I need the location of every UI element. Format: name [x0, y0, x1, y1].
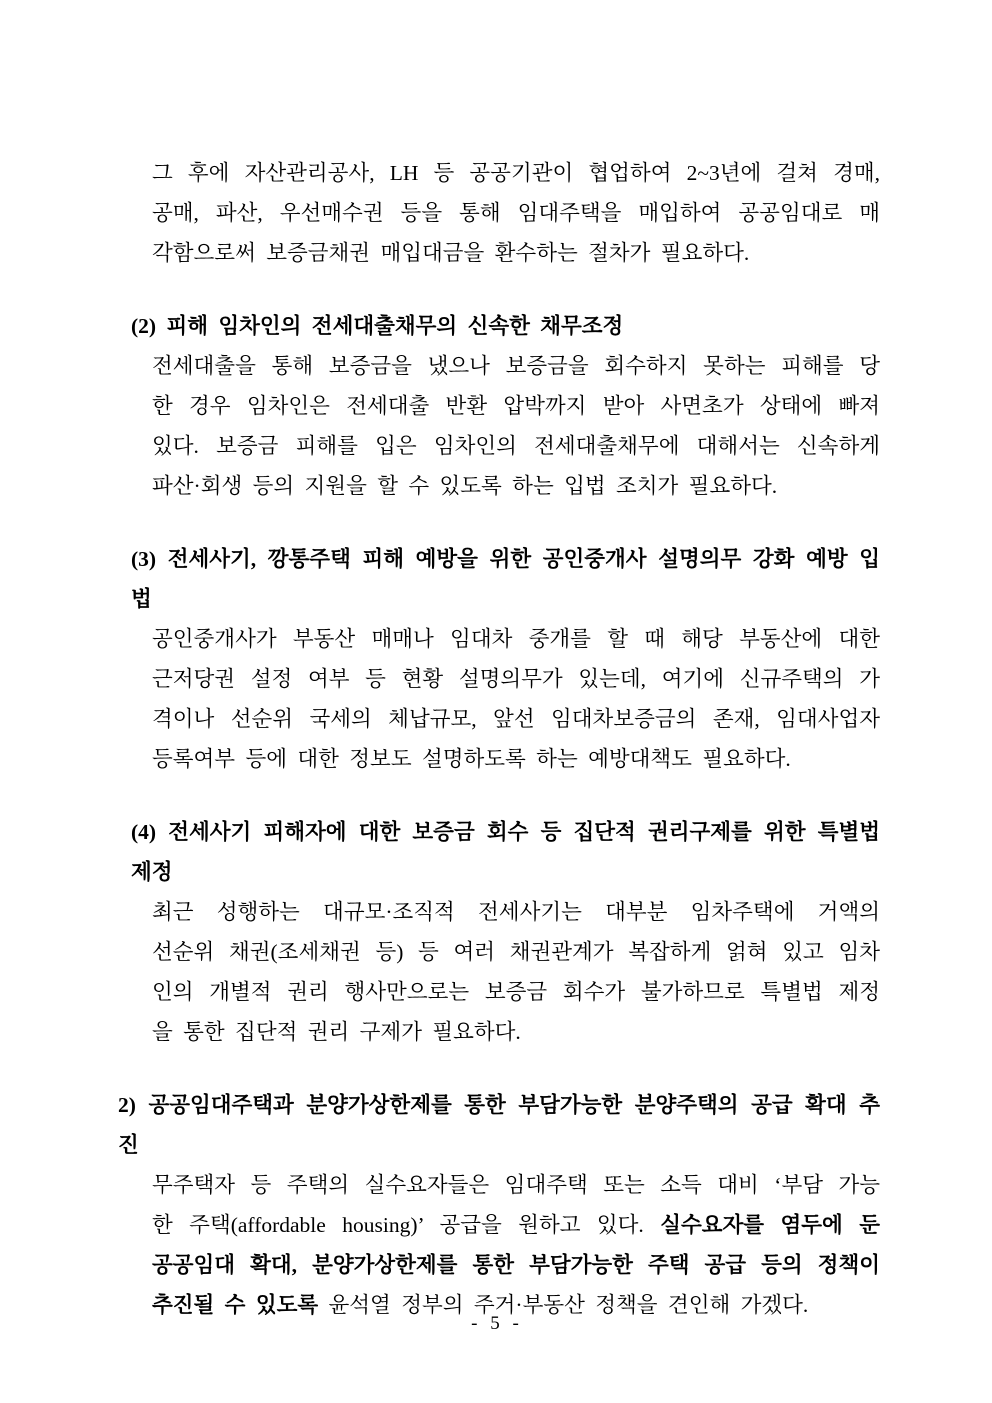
text-line: 전세대출을 통해 보증금을 냈으나 보증금을 회수하지 못하는 피해를 당 [152, 354, 880, 378]
text-line [0, 1205, 992, 1245]
section-4-body [0, 892, 992, 1052]
text-segment-bold: 추진될 수 있도록 [152, 1293, 329, 1317]
text-line: 공매, 파산, 우선매수권 등을 통해 임대주택을 매입하여 공공임대로 매 [152, 201, 880, 225]
text-segment: 윤석열 정부의 주거·부동산 정책을 견인해 가겠다. [328, 1293, 809, 1317]
text-line: 격이나 선순위 국세의 체납규모, 앞선 임대차보증금의 존재, 임대사업자 [152, 707, 880, 731]
text-line: 등록여부 등에 대한 정보도 설명하도록 하는 예방대책도 필요하다. [152, 747, 791, 771]
page-number: - 5 - [471, 1313, 521, 1334]
text-line: 공인중개사가 부동산 매매나 임대차 중개를 할 때 해당 부동산에 대한 [152, 627, 880, 651]
text-segment: 한 주택(affordable housing)’ 공급을 원하고 있다. [152, 1213, 661, 1237]
text-line: 공공임대 확대, 분양가상한제를 통한 부담가능한 주택 공급 등의 정책이 [152, 1253, 880, 1277]
section-2-heading: (2) 피해 임차인의 전세대출채무의 신속한 채무조정 [131, 314, 624, 338]
section-2-numbered-body [0, 1165, 992, 1325]
text-line: 있다. 보증금 피해를 입은 임차인의 전세대출채무에 대해서는 신속하게 [152, 434, 880, 458]
text-line: 그 후에 자산관리공사, LH 등 공공기관이 협업하여 2~3년에 걸쳐 경매, [152, 161, 880, 185]
text-segment-bold: 실수요자를 염두에 둔 [660, 1213, 880, 1237]
text-line: 무주택자 등 주택의 실수요자들은 임대주택 또는 소득 대비 ‘부담 가능 [152, 1173, 880, 1197]
text-line: 근저당권 설정 여부 등 현황 설명의무가 있는데, 여기에 신규주택의 가 [152, 667, 880, 691]
section-2-body [0, 346, 992, 506]
document-content [0, 153, 992, 1325]
section-4-heading: (4) 전세사기 피해자에 대한 보증금 회수 등 집단적 권리구제를 위한 특별법 제정 [131, 820, 880, 884]
section-3 [0, 539, 992, 779]
section-2 [0, 306, 992, 506]
section-4 [0, 812, 992, 1052]
text-line: 한 경우 임차인은 전세대출 반환 압박까지 받아 사면초가 상태에 빠져 [152, 394, 880, 418]
section-2-numbered-heading: 2) 공공임대주택과 분양가상한제를 통한 부담가능한 분양주택의 공급 확대 추진 [118, 1093, 880, 1157]
section-2-numbered [0, 1085, 992, 1325]
text-line: 각함으로써 보증금채권 매입대금을 환수하는 절차가 필요하다. [152, 241, 750, 265]
text-line: 파산·회생 등의 지원을 할 수 있도록 하는 입법 조치가 필요하다. [152, 474, 778, 498]
text-line: 인의 개별적 권리 행사만으로는 보증금 회수가 불가하므로 특별법 제정 [152, 980, 880, 1004]
text-line: 최근 성행하는 대규모·조직적 전세사기는 대부분 임차주택에 거액의 [152, 900, 880, 924]
text-line: 선순위 채권(조세채권 등) 등 여러 채권관계가 복잡하게 얽혀 있고 임차 [152, 940, 880, 964]
section-3-body [0, 619, 992, 779]
paragraph-intro-continuation [0, 153, 992, 273]
section-3-heading: (3) 전세사기, 깡통주택 피해 예방을 위한 공인중개사 설명의무 강화 예방 입법 [131, 547, 880, 611]
text-line: 을 통한 집단적 권리 구제가 필요하다. [152, 1020, 521, 1044]
